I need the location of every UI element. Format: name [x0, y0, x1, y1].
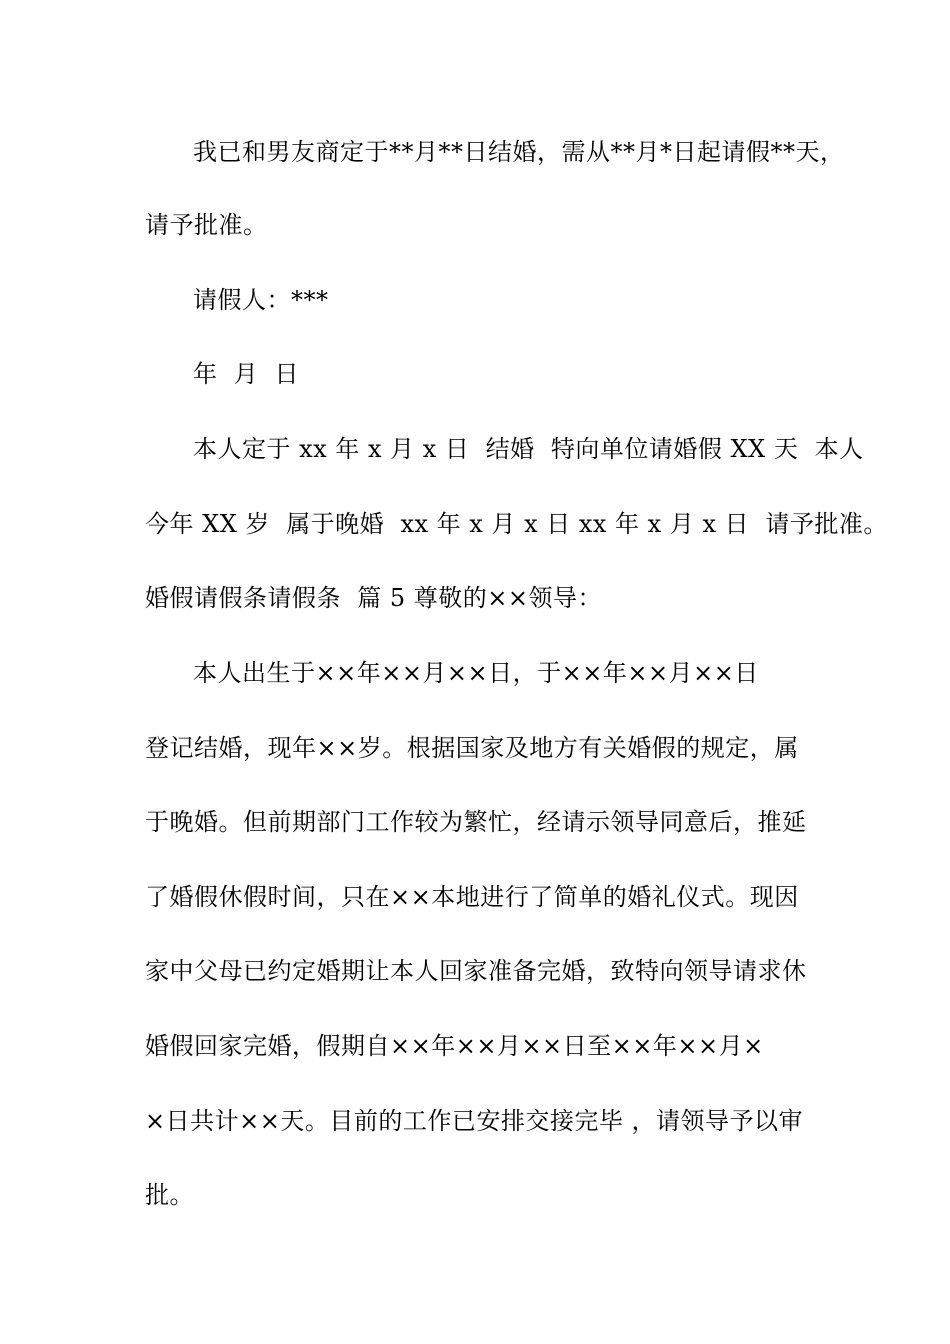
- date-line: 年 月 日: [193, 360, 300, 388]
- paragraph-3-line-7: ×日共计××天。目前的工作已安排交接完毕 ，请领导予以审: [145, 1107, 803, 1135]
- paragraph-2-line-1: 本人定于 xx 年 x 月 x 日 结婚 特向单位请婚假 XX 天 本人: [193, 435, 864, 463]
- paragraph-1-line-2: 请予批准。: [145, 211, 268, 239]
- paragraph-2-line-2: 今年 XX 岁 属于晚婚 xx 年 x 月 x 日 xx 年 x 月 x 日 请予批准。: [145, 510, 888, 538]
- paragraph-3-line-3: 于晚婚。但前期部门工作较为繁忙，经请示领导同意后，推延: [145, 808, 807, 836]
- paragraph-3-line-1: 本人出生于××年××月××日，于××年××月××日: [193, 659, 759, 687]
- section-heading-line: 婚假请假条请假条 篇 5 尊敬的××领导：: [145, 584, 603, 612]
- paragraph-3-line-6: 婚假回家完婚，假期自××年××月××日至××年××月×: [145, 1032, 764, 1060]
- paragraph-1-line-1: 我已和男友商定于**月**日结婚，需从**月*日起请假**天，: [193, 138, 845, 166]
- requester-line: 请假人：***: [193, 286, 329, 314]
- paragraph-3-line-4: 了婚假休假时间，只在××本地进行了简单的婚礼仪式。现因: [145, 883, 799, 911]
- paragraph-3-line-8: 批。: [145, 1181, 194, 1209]
- paragraph-3-line-2: 登记结婚，现年××岁。根据国家及地方有关婚假的规定，属: [145, 734, 799, 762]
- paragraph-3-line-5: 家中父母已约定婚期让本人回家准备完婚，致特向领导请求休: [145, 957, 807, 985]
